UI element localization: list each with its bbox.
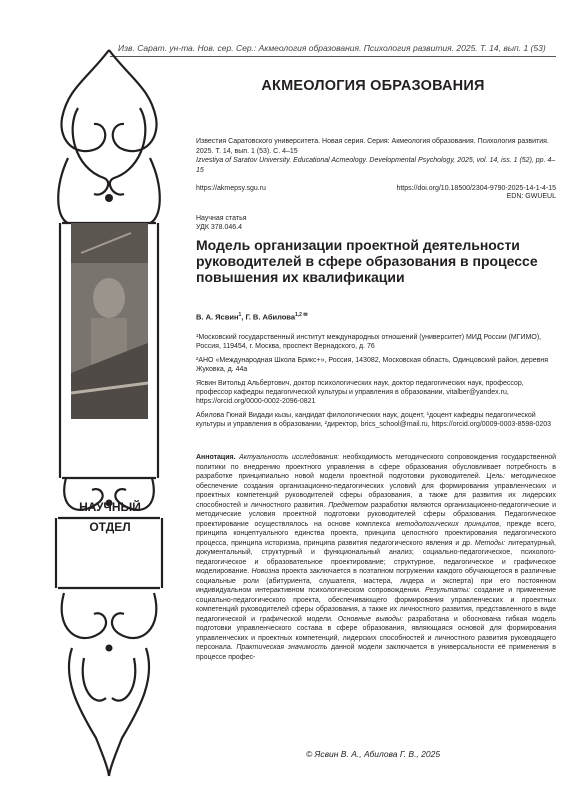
cover-photo	[71, 223, 148, 419]
abstract-text: литературный, документальный, структурный и функциональный анализ; социально-педагогическое, психолого-педагогическое и образовательное проектирование; структурное, педагогическое и графическое моделирование.	[196, 539, 556, 575]
abstract-text: создание и применение социально-педагогического проекта, обеспечивающего формирования управленческих и проектных компетенций руководителей сферы образования, а также их личностного развития, представленного в виде педагогической и графической модели.	[196, 587, 556, 623]
article-meta	[196, 214, 247, 233]
author-1: В. А. Ясвин	[196, 312, 239, 322]
abstract-term: Новизна	[251, 568, 280, 575]
edn-code: EDN: GWUEUL	[506, 193, 556, 200]
abstract	[196, 453, 556, 662]
abstract-term: Основные выводы:	[337, 615, 403, 623]
abstract-term: Методы:	[474, 539, 506, 547]
copyright: © Ясвин В. А., Абилова Г. В., 2025	[305, 749, 441, 759]
article-title: Модель организации проектной деятельности руководителей в сфере образования в процессе повышения их квалификации	[196, 237, 538, 285]
author-info-1: Ясвин Витольд Альбертович, доктор психологических наук, доктор педагогических наук, профессор, профессор кафедры педагогической культуры и управления в образовании, vitalber@yandex.ru, https://orcid.org/0000-0002-2096-0821	[196, 379, 524, 406]
journal-site-link[interactable]: https://akmepsy.sgu.ru	[196, 185, 266, 192]
author-info-2: Абилова Гюнай Видади кызы, кандидат филологических наук, доцент, ¹доцент кафедры педагогической культуры и управления в образовании, ²директор, brics_school@mail.ru, https://orcid.org/0009-0003-8598-0203	[196, 411, 552, 429]
abstract-term: Цель:	[486, 473, 505, 480]
abstract-text: проекта заключается в поэтапном погружении каждого обучающегося в различные социальные роли (абитуриента, слушателя, мастера, лидера и эксперта) при его постоянном индивидуальном интерактивном психологическом сопровождении.	[196, 568, 556, 594]
abstract-text: разработки являются организационно-педагогические и методические условия проектной подготовки руководителей сферы образования. Педагогическое проектирование осуществлялось на основе комплекса	[196, 501, 556, 528]
abstract-term: Предметом	[328, 501, 368, 509]
citation-ru: Известия Саратовского университета. Новая серия. Серия: Акмеология образования. Психология развития. 2025. Т. 14, вып. 1 (53). С. 4–15	[196, 138, 549, 155]
abstract-text: необходимость методического сопровождения государственной политики по внедрению проектного управления в сфере образования обусловливает потребность в разработке принципиально новой модели проектной подготовки руководителей.	[196, 454, 556, 480]
links-row	[196, 184, 556, 193]
author-separator: ,	[241, 312, 246, 322]
abstract-text: разработана и обоснована гибкая модель подготовки управленческого состава в сфере образования, являющаяся основой для формирования управленческих и проектных компетенций, лидерских способностей и личностного развития руководящего персонала.	[196, 615, 556, 651]
sidebar-department-label	[64, 497, 156, 537]
affiliations	[196, 333, 556, 434]
article-type: Научная статья	[196, 215, 247, 222]
sidebar-label-line-2: ОТДЕЛ	[89, 520, 131, 534]
citation-block	[196, 137, 556, 175]
author-2: Г. В. Абилова	[245, 312, 295, 322]
abstract-text: , прежде всего, принципа концептуального единства проекта, принципа целостного проектирования педагогического процесса, принципа историзма, принципа развития педагогического явления и др.	[196, 520, 557, 547]
running-head: Изв. Сарат. ун-та. Нов. сер. Сер.: Акмеология образования. Психология развития. 2025. Т. 14, вып. 1 (53)	[118, 43, 546, 53]
author-2-affil: 1,2 ✉	[295, 312, 308, 318]
abstract-text: методическое обеспечение создания организационно-педагогических условий для формирования управленческих и проектных компетенций руководителей сферы образования, а также для развития их лидерских способностей и личностного развития.	[196, 473, 556, 509]
section-title: АКМЕОЛОГИЯ ОБРАЗОВАНИЯ	[261, 78, 485, 94]
abstract-text: данной модели заключается в универсальности её применения в процессе профес-	[196, 644, 556, 661]
abstract-term: Практическая значимость	[236, 644, 328, 651]
affiliation-2: ²АНО «Международная Школа Брикс+», Россия, 143082, Московская область, Одинцовский район, деревня Жуковка, д. 44а	[196, 356, 549, 374]
author-list	[196, 312, 308, 322]
affiliation-1: ¹Московский государственный институт международных отношений (университет) МИД России (МГИМО), Россия, 119454, г. Москва, проспект Вернадского, д. 76	[196, 334, 542, 351]
abstract-term: Результаты:	[425, 587, 471, 594]
abstract-term: Актуальность исследования:	[239, 454, 340, 461]
sidebar-label-line-1: НАУЧНЫЙ	[79, 500, 141, 514]
udk-code: УДК 378.046.4	[196, 224, 243, 232]
header-rule	[110, 56, 556, 57]
abstract-label: Аннотация.	[196, 454, 236, 461]
abstract-term: методологических принципов	[395, 520, 500, 528]
doi-link[interactable]: https://doi.org/10.18500/2304-9790-2025-14-1-4-15	[396, 185, 556, 192]
citation-en: Izvestiya of Saratov University. Educational Acmeology. Developmental Psychology, 2025, vol. 14, iss. 1 (52), pp. 4–15	[196, 157, 556, 174]
author-1-affil: 1	[238, 312, 242, 318]
